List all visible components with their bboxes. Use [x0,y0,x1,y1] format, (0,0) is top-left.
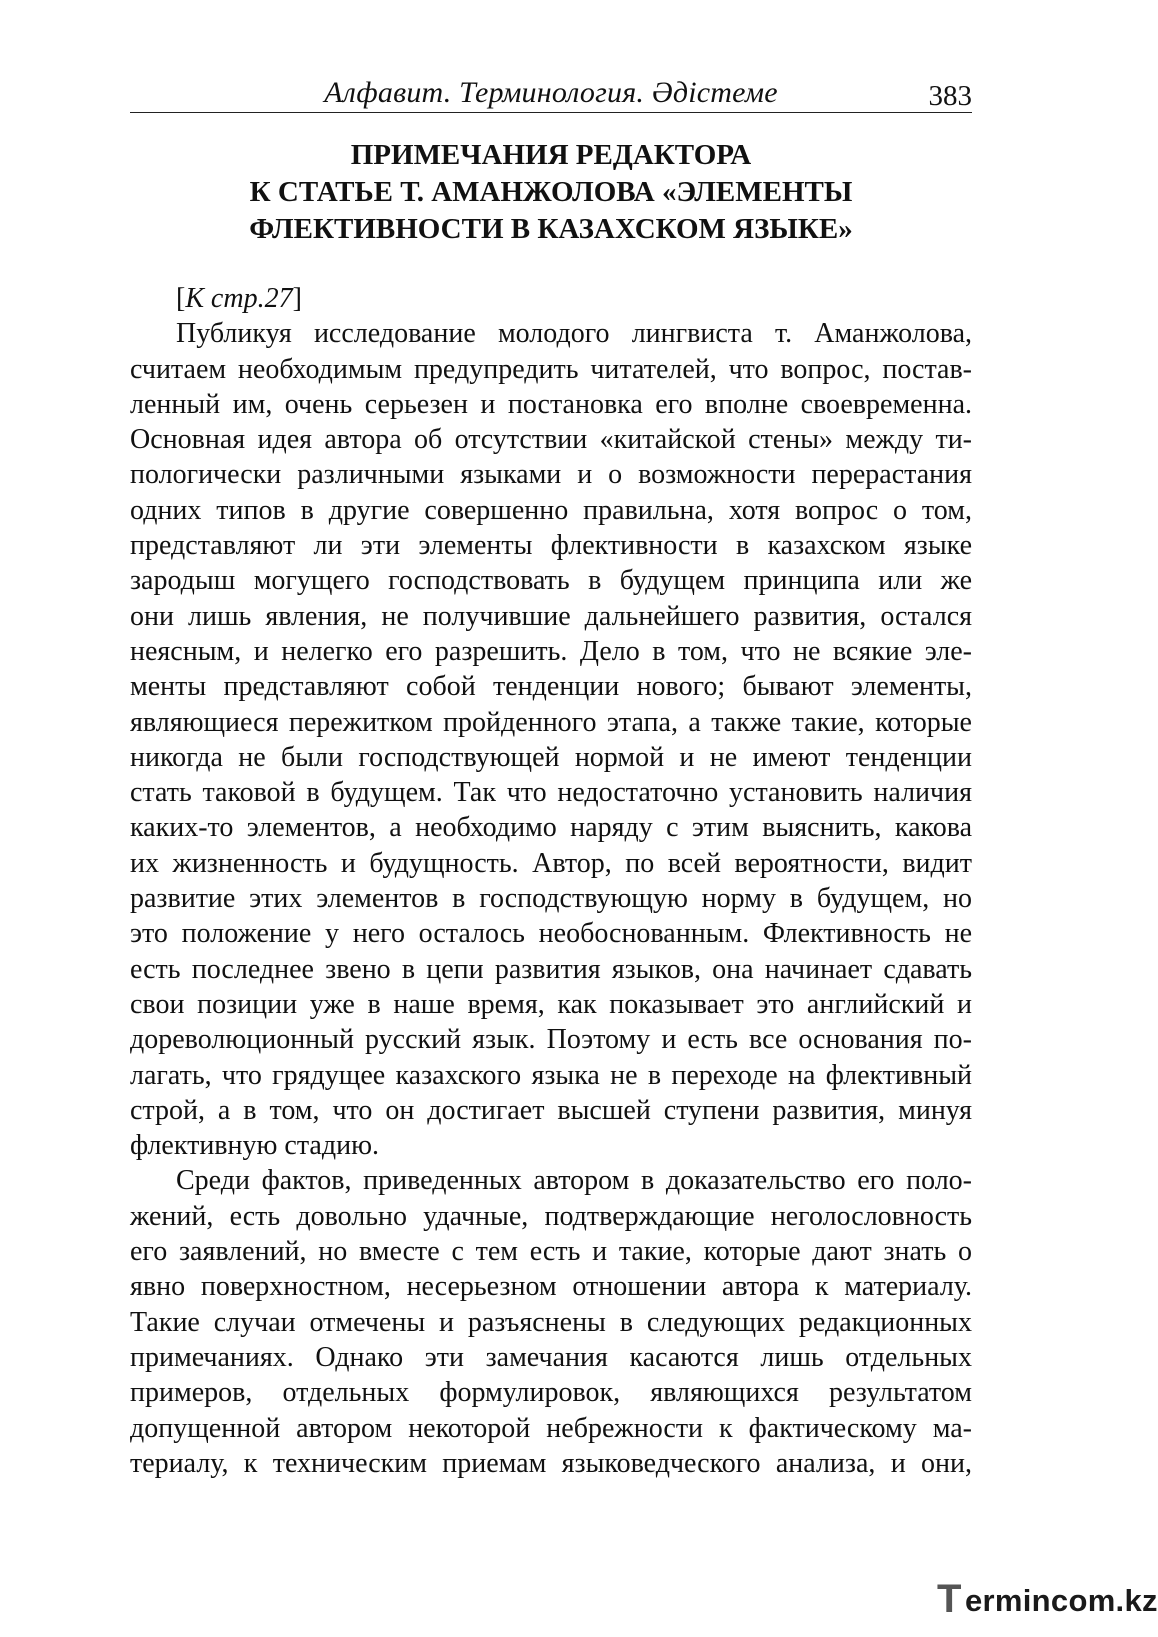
paragraph-line: Среди фактов, приведенных автором в доказательство его поло- [176,1165,972,1197]
body-text [130,281,972,1481]
paragraph-line: считаем необходимым предупредить читателей, что вопрос, постав- [130,353,972,385]
paragraph-line: Публикуя исследование молодого лингвиста т. Аманжолова, [176,318,972,350]
paragraph-2 [130,1163,972,1481]
paragraph-line: зародыш могущего господствовать в будущем принципа или же [130,565,972,597]
paragraph-line: жений, есть довольно удачные, подтверждающие неголословность [130,1200,972,1232]
watermark-text: ermincom.kz [965,1583,1158,1618]
paragraph-line: ленный им, очень серьезен и постановка его вполне своевременна. [130,388,972,420]
page-reference [130,281,972,316]
paragraph-line: флективную стадию. [130,1130,380,1162]
paragraph-line: развитие этих элементов в господствующую норму в будущем, но [130,883,972,915]
paragraph-line: пологически различными языками и о возможности перерастания [130,459,972,491]
heading-line: ПРИМЕЧАНИЯ РЕДАКТОРА [350,139,752,171]
paragraph-line: являющиеся пережитком пройденного этапа, а также такие, которые [130,706,972,738]
paragraph-line: примечаниях. Однако эти замечания касаются лишь отдельных [130,1341,972,1373]
reference-bracket-open: [ [176,283,186,314]
paragraph-line: строй, а в том, что он достигает высшей ступени развития, минуя [130,1094,972,1126]
paragraph-line: явно поверхностном, несерьезном отношении автора к материалу. [130,1271,972,1303]
paragraph-line: никогда не были господствующей нормой и не имеют тенденции [130,741,972,773]
paragraph-line: менты представляют собой тенденции нового; бывают элементы, [130,671,972,703]
article-heading [130,137,972,248]
paragraph-line: Основная идея автора об отсутствии «китайской стены» между ти- [130,424,972,456]
paragraph-line: его заявлений, но вместе с тем есть и такие, которые дают знать о [130,1236,972,1268]
page-number: 383 [928,80,972,112]
paragraph-1 [130,316,972,1163]
paragraph-line: териалу, к техническим приемам языковедческого анализа, и они, [130,1447,972,1479]
paragraph-line: представляют ли эти элементы флективности в казахском языке [130,530,972,562]
paragraph-line: свои позиции уже в наше время, как показывает это английский и [130,988,972,1020]
watermark-letter: T [937,1577,962,1621]
paragraph-line: примеров, отдельных формулировок, являющихся результатом [130,1377,972,1409]
paragraph-line: Такие случаи отмечены и разъяснены в следующих редакционных [130,1306,972,1338]
paragraph-line: каких-то элементов, а необходимо наряду с этим выяснить, какова [130,812,972,844]
paragraph-line: их жизненность и будущность. Автор, по всей вероятности, видит [130,847,972,879]
running-header [130,72,972,113]
reference-label: К стр.27 [185,283,293,314]
paragraph-line: они лишь явления, не получившие дальнейшего развития, остался [130,600,972,632]
paragraph-line: допущенной автором некоторой небрежности к фактическому ма- [130,1412,972,1444]
running-title: Алфавит. Терминология. Әдістеме [324,76,778,109]
heading-line: К СТАТЬЕ Т. АМАНЖОЛОВА «ЭЛЕМЕНТЫ [249,176,853,208]
site-watermark-logo [937,1575,1158,1623]
paragraph-line: одних типов в другие совершенно правильна, хотя вопрос о том, [130,494,972,526]
reference-bracket-close: ] [292,283,302,314]
paragraph-line: есть последнее звено в цепи развития языков, она начинает сдавать [130,953,972,985]
paragraph-line: стать таковой в будущем. Так что недостаточно установить наличия [130,777,972,809]
paragraph-line: это положение у него осталось необоснованным. Флективность не [130,918,972,950]
paragraph-line: дореволюционный русский язык. Поэтому и есть все основания по- [130,1024,972,1056]
paragraph-line: неясным, и нелегко его разрешить. Дело в том, что не всякие эле- [130,635,972,667]
heading-line: ФЛЕКТИВНОСТИ В КАЗАХСКОМ ЯЗЫКЕ» [249,213,853,245]
paragraph-line: лагать, что грядущее казахского языка не в переходе на флективный [130,1059,972,1091]
